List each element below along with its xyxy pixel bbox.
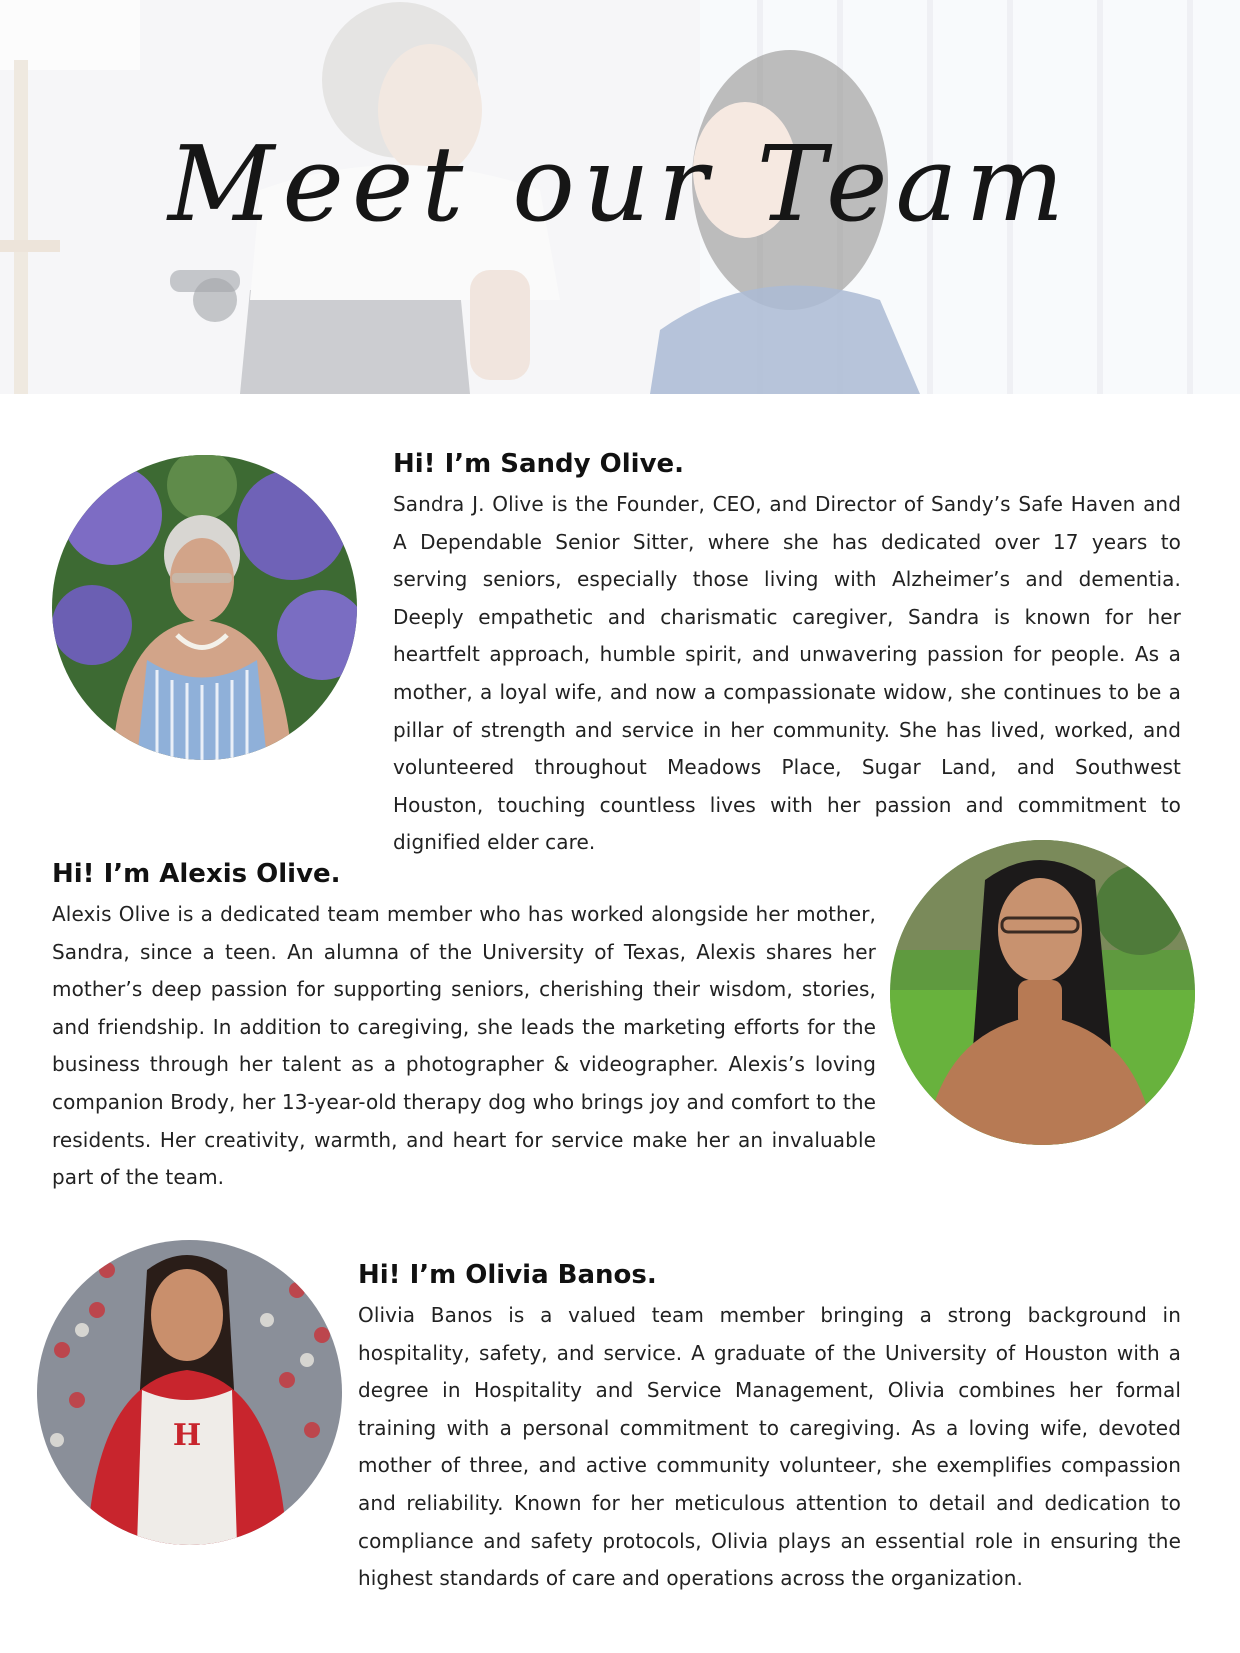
hero-banner: [0, 0, 1240, 394]
svg-text:H: H: [172, 1418, 202, 1453]
member-bio-alexis: Alexis Olive is a dedicated team member who has worked alongside her mother, Sandra, since a teen. An alumna of the University of Texas, Alexis shares her mother’s deep passion for supporting seniors, cherishing their wisdom, stories, and friendship. In addition to caregiving, she leads the marketing efforts for the business through her talent as a photographer & videographer. Alexis’s loving companion Brody, her 13-year-old therapy dog who brings joy and comfort to the residents. Her creativity, warmth, and heart for service make her an invaluable part of the team.: [52, 902, 876, 1190]
member-bio-sandy: Sandra J. Olive is the Founder, CEO, and Director of Sandy’s Safe Haven and A Dependable Senior Sitter, where she has dedicated over 17 years to serving seniors, especially those living with Alzheimer’s and dementia. Deeply empathetic and charismatic caregiver, Sandra is known for her heartfelt approach, humble spirit, and unwavering passion for people. As a mother, a loyal wife, and now a compassionate widow, she continues to be a pillar of strength and service in her community. She has lived, worked, and volunteered throughout Meadows Place, Sugar Land, and Southwest Houston, touching countless lives with her passion and commitment to dignified elder care.: [393, 492, 1181, 855]
member-heading-olivia: Hi! I’m Olivia Banos.: [358, 1260, 657, 1290]
alexis-olive-portrait-icon: [890, 840, 1195, 1145]
olivia-banos-portrait-icon: [37, 1240, 342, 1545]
page-title: Meet our Team: [167, 123, 1073, 245]
member-bio-olivia: Olivia Banos is a valued team member bringing a strong background in hospitality, safety, and service. A graduate of the University of Houston with a degree in Hospitality and Service Management, Olivia combines her formal training with a personal commitment to caregiving. As a loving wife, devoted mother of three, and active community volunteer, she exemplifies compassion and reliability. Known for her meticulous attention to detail and dedication to compliance and safety protocols, Olivia plays an essential role in ensuring the highest standards of care and operations across the organization.: [358, 1303, 1181, 1591]
member-heading-sandy: Hi! I’m Sandy Olive.: [393, 449, 685, 479]
sandy-olive-portrait-icon: [52, 455, 357, 760]
member-heading-alexis: Hi! I’m Alexis Olive.: [52, 859, 341, 889]
